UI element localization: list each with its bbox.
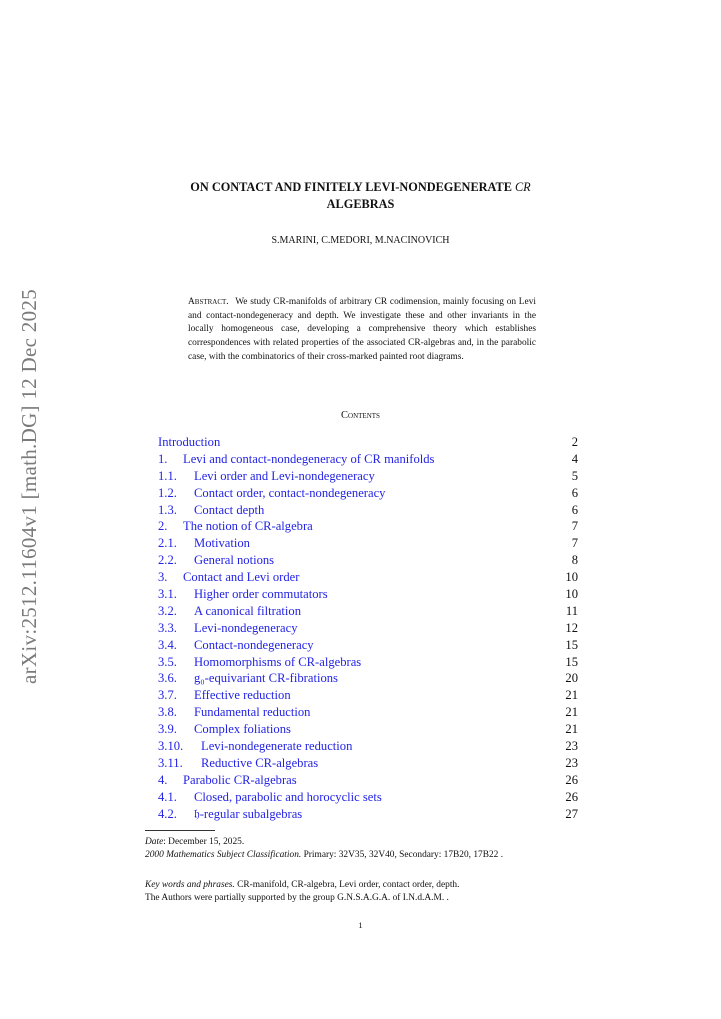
toc-link[interactable] <box>158 721 291 738</box>
title-main: ON CONTACT AND FINITELY LEVI-NONDEGENERATE <box>190 180 515 194</box>
toc-section-title: Fundamental reduction <box>194 705 311 720</box>
toc-row <box>158 552 578 569</box>
toc-section-title: Reductive CR-algebras <box>201 755 319 770</box>
footnote-support: The Authors were partially supported by the group G.N.S.A.G.A. of I.N.d.A.M. . <box>145 893 449 903</box>
toc-section-title: A canonical filtration <box>194 603 302 618</box>
toc-link[interactable] <box>158 603 301 620</box>
toc-page-number: 27 <box>565 806 578 821</box>
toc-row <box>158 738 578 755</box>
toc-section-title: Contact-nondegeneracy <box>194 637 314 652</box>
toc-row <box>158 485 578 502</box>
toc-section-title: g₀-equivariant CR-fibrations <box>194 671 338 686</box>
toc-link[interactable] <box>158 569 299 586</box>
footnote-date <box>145 836 577 849</box>
contents-heading: Contents <box>341 410 380 421</box>
date-value: : December 15, 2025. <box>163 837 245 847</box>
toc-section-number: 3.4. <box>158 637 177 652</box>
toc-link[interactable] <box>158 485 385 502</box>
toc-section-number: 3.8. <box>158 705 177 720</box>
toc-page-number: 15 <box>565 654 578 669</box>
keywords-label: Key words and phrases. <box>145 880 235 890</box>
toc-section-title: Levi-nondegeneracy <box>194 620 298 635</box>
toc-section-title: Levi-nondegenerate reduction <box>201 739 353 754</box>
abstract <box>188 296 536 365</box>
toc-page-number: 2 <box>571 435 578 449</box>
toc-section-number: 3.7. <box>158 688 177 703</box>
toc-link[interactable] <box>158 789 382 806</box>
toc-page-number: 12 <box>565 620 578 635</box>
toc-link[interactable] <box>158 434 220 451</box>
toc-link[interactable] <box>158 637 314 654</box>
toc-row <box>158 518 578 535</box>
toc-section-number: 3.11. <box>158 755 183 770</box>
toc-link[interactable] <box>158 806 302 823</box>
toc-link[interactable] <box>158 687 291 704</box>
toc-page-number: 26 <box>565 772 578 787</box>
toc-row <box>158 603 578 620</box>
toc-section-title: Complex foliations <box>194 722 291 737</box>
toc-row <box>158 502 578 519</box>
arxiv-sidebar-stamp <box>16 286 42 686</box>
authors: S.MARINI, C.MEDORI, M.NACINOVICH <box>271 235 450 246</box>
toc-page-number: 5 <box>571 468 578 483</box>
toc-section-title: General notions <box>194 553 275 568</box>
toc-section-number: 3.2. <box>158 603 177 618</box>
toc-section-number: 3.1. <box>158 587 177 602</box>
page-number: 1 <box>358 920 363 930</box>
toc-page-number: 4 <box>571 451 578 466</box>
toc-link[interactable] <box>158 670 338 687</box>
title-cr: CR <box>514 180 531 194</box>
toc-section-number: 1.1. <box>158 468 177 483</box>
toc-page-number: 20 <box>565 671 578 686</box>
toc-section-title: Closed, parabolic and horocyclic sets <box>194 789 382 804</box>
toc-page-number: 8 <box>571 553 578 568</box>
title-second-line: ALGEBRAS <box>326 197 395 211</box>
toc-section-title: Introduction <box>158 435 221 449</box>
toc-row <box>158 755 578 772</box>
toc-section-number: 3.10. <box>158 739 184 754</box>
toc-page-number: 21 <box>565 705 578 720</box>
toc-page-number: 10 <box>565 570 578 585</box>
toc-section-title: 𝔥-regular subalgebras <box>194 806 303 821</box>
footnote-msc <box>132 849 577 862</box>
toc-link[interactable] <box>158 620 298 637</box>
table-of-contents <box>158 434 578 822</box>
keywords-value: CR-manifold, CR-algebra, Levi order, contact order, depth. <box>234 880 460 890</box>
toc-section-title: Homomorphisms of CR-algebras <box>194 654 362 669</box>
toc-section-number: 3.3. <box>158 620 177 635</box>
toc-row <box>158 535 578 552</box>
toc-section-number: 2.2. <box>158 553 177 568</box>
toc-section-number: 4. <box>158 772 168 787</box>
toc-section-title: Motivation <box>194 536 250 551</box>
toc-row <box>158 687 578 704</box>
toc-link[interactable] <box>158 738 352 755</box>
toc-link[interactable] <box>158 468 375 485</box>
toc-page-number: 21 <box>565 688 578 703</box>
toc-section-number: 1.2. <box>158 485 177 500</box>
msc-label: 2000 Mathematics Subject Classification. <box>145 850 302 860</box>
toc-section-number: 2.1. <box>158 536 177 551</box>
toc-section-title: Levi order and Levi-nondegeneracy <box>194 468 375 483</box>
paper-title <box>100 179 621 213</box>
toc-row <box>158 620 578 637</box>
toc-page-number: 7 <box>571 519 578 534</box>
toc-row <box>158 637 578 654</box>
toc-row <box>158 468 578 485</box>
toc-link[interactable] <box>158 552 274 569</box>
toc-section-title: Contact depth <box>194 502 265 517</box>
toc-row <box>158 434 578 451</box>
toc-row <box>158 789 578 806</box>
toc-section-number: 3. <box>158 570 168 585</box>
toc-section-title: Parabolic CR-algebras <box>183 772 297 787</box>
toc-section-number: 1. <box>158 451 168 466</box>
toc-link[interactable] <box>158 704 310 721</box>
toc-row <box>158 586 578 603</box>
toc-link[interactable] <box>158 586 328 603</box>
toc-page-number: 23 <box>565 755 578 770</box>
arxiv-id: arXiv:2512.11604v1 [math.DG] 12 Dec 2025 <box>16 288 41 684</box>
toc-page-number: 11 <box>565 603 578 618</box>
toc-section-title: The notion of CR-algebra <box>183 519 313 534</box>
toc-page-number: 23 <box>565 739 578 754</box>
toc-section-number: 4.1. <box>158 789 177 804</box>
toc-link[interactable] <box>158 518 313 535</box>
toc-section-title: Contact and Levi order <box>183 570 300 585</box>
toc-page-number: 10 <box>565 587 578 602</box>
toc-section-title: Contact order, contact-nondegeneracy <box>194 485 386 500</box>
toc-section-title: Effective reduction <box>194 688 291 703</box>
footnote-keywords <box>145 879 577 892</box>
toc-section-number: 3.6. <box>158 671 177 686</box>
toc-section-number: 4.2. <box>158 806 177 821</box>
abstract-text: We study CR-manifolds of arbitrary CR codimension, mainly focusing on Levi and contact-nondegeneracy and depth. We investigate these and other invariants in the locally homogeneous case, developing a comprehensive theory which establishes correspondences with related properties of the associated CR-algebras and, in the parabolic case, with the combinatorics of their cross-marked painted root diagrams. <box>188 297 536 362</box>
toc-row <box>158 451 578 468</box>
toc-row <box>158 721 578 738</box>
toc-section-number: 2. <box>158 519 168 534</box>
toc-page-number: 15 <box>565 637 578 652</box>
toc-section-number: 1.3. <box>158 502 177 517</box>
toc-row <box>158 569 578 586</box>
toc-link[interactable] <box>158 654 361 671</box>
msc-value: Primary: 32V35, 32V40, Secondary: 17B20, 17B22 . <box>301 850 504 860</box>
footnote-rule <box>145 830 215 831</box>
toc-page-number: 6 <box>571 485 578 500</box>
toc-page-number: 6 <box>571 502 578 517</box>
toc-row <box>158 806 578 823</box>
toc-link[interactable] <box>158 535 250 552</box>
toc-row <box>158 654 578 671</box>
toc-section-title: Levi and contact-nondegeneracy of CR manifolds <box>183 451 435 466</box>
toc-link[interactable] <box>158 772 297 789</box>
toc-page-number: 26 <box>565 789 578 804</box>
toc-section-number: 3.5. <box>158 654 177 669</box>
toc-row <box>158 772 578 789</box>
toc-section-title: Higher order commutators <box>194 587 328 602</box>
toc-link[interactable] <box>158 502 264 519</box>
toc-section-number: 3.9. <box>158 722 177 737</box>
toc-page-number: 21 <box>565 722 578 737</box>
toc-row <box>158 670 578 687</box>
toc-link[interactable] <box>158 755 318 772</box>
toc-page-number: 7 <box>571 536 578 551</box>
toc-link[interactable] <box>158 451 434 468</box>
date-label: Date <box>145 837 164 847</box>
abstract-label: Abstract. <box>188 297 229 307</box>
toc-row <box>158 704 578 721</box>
